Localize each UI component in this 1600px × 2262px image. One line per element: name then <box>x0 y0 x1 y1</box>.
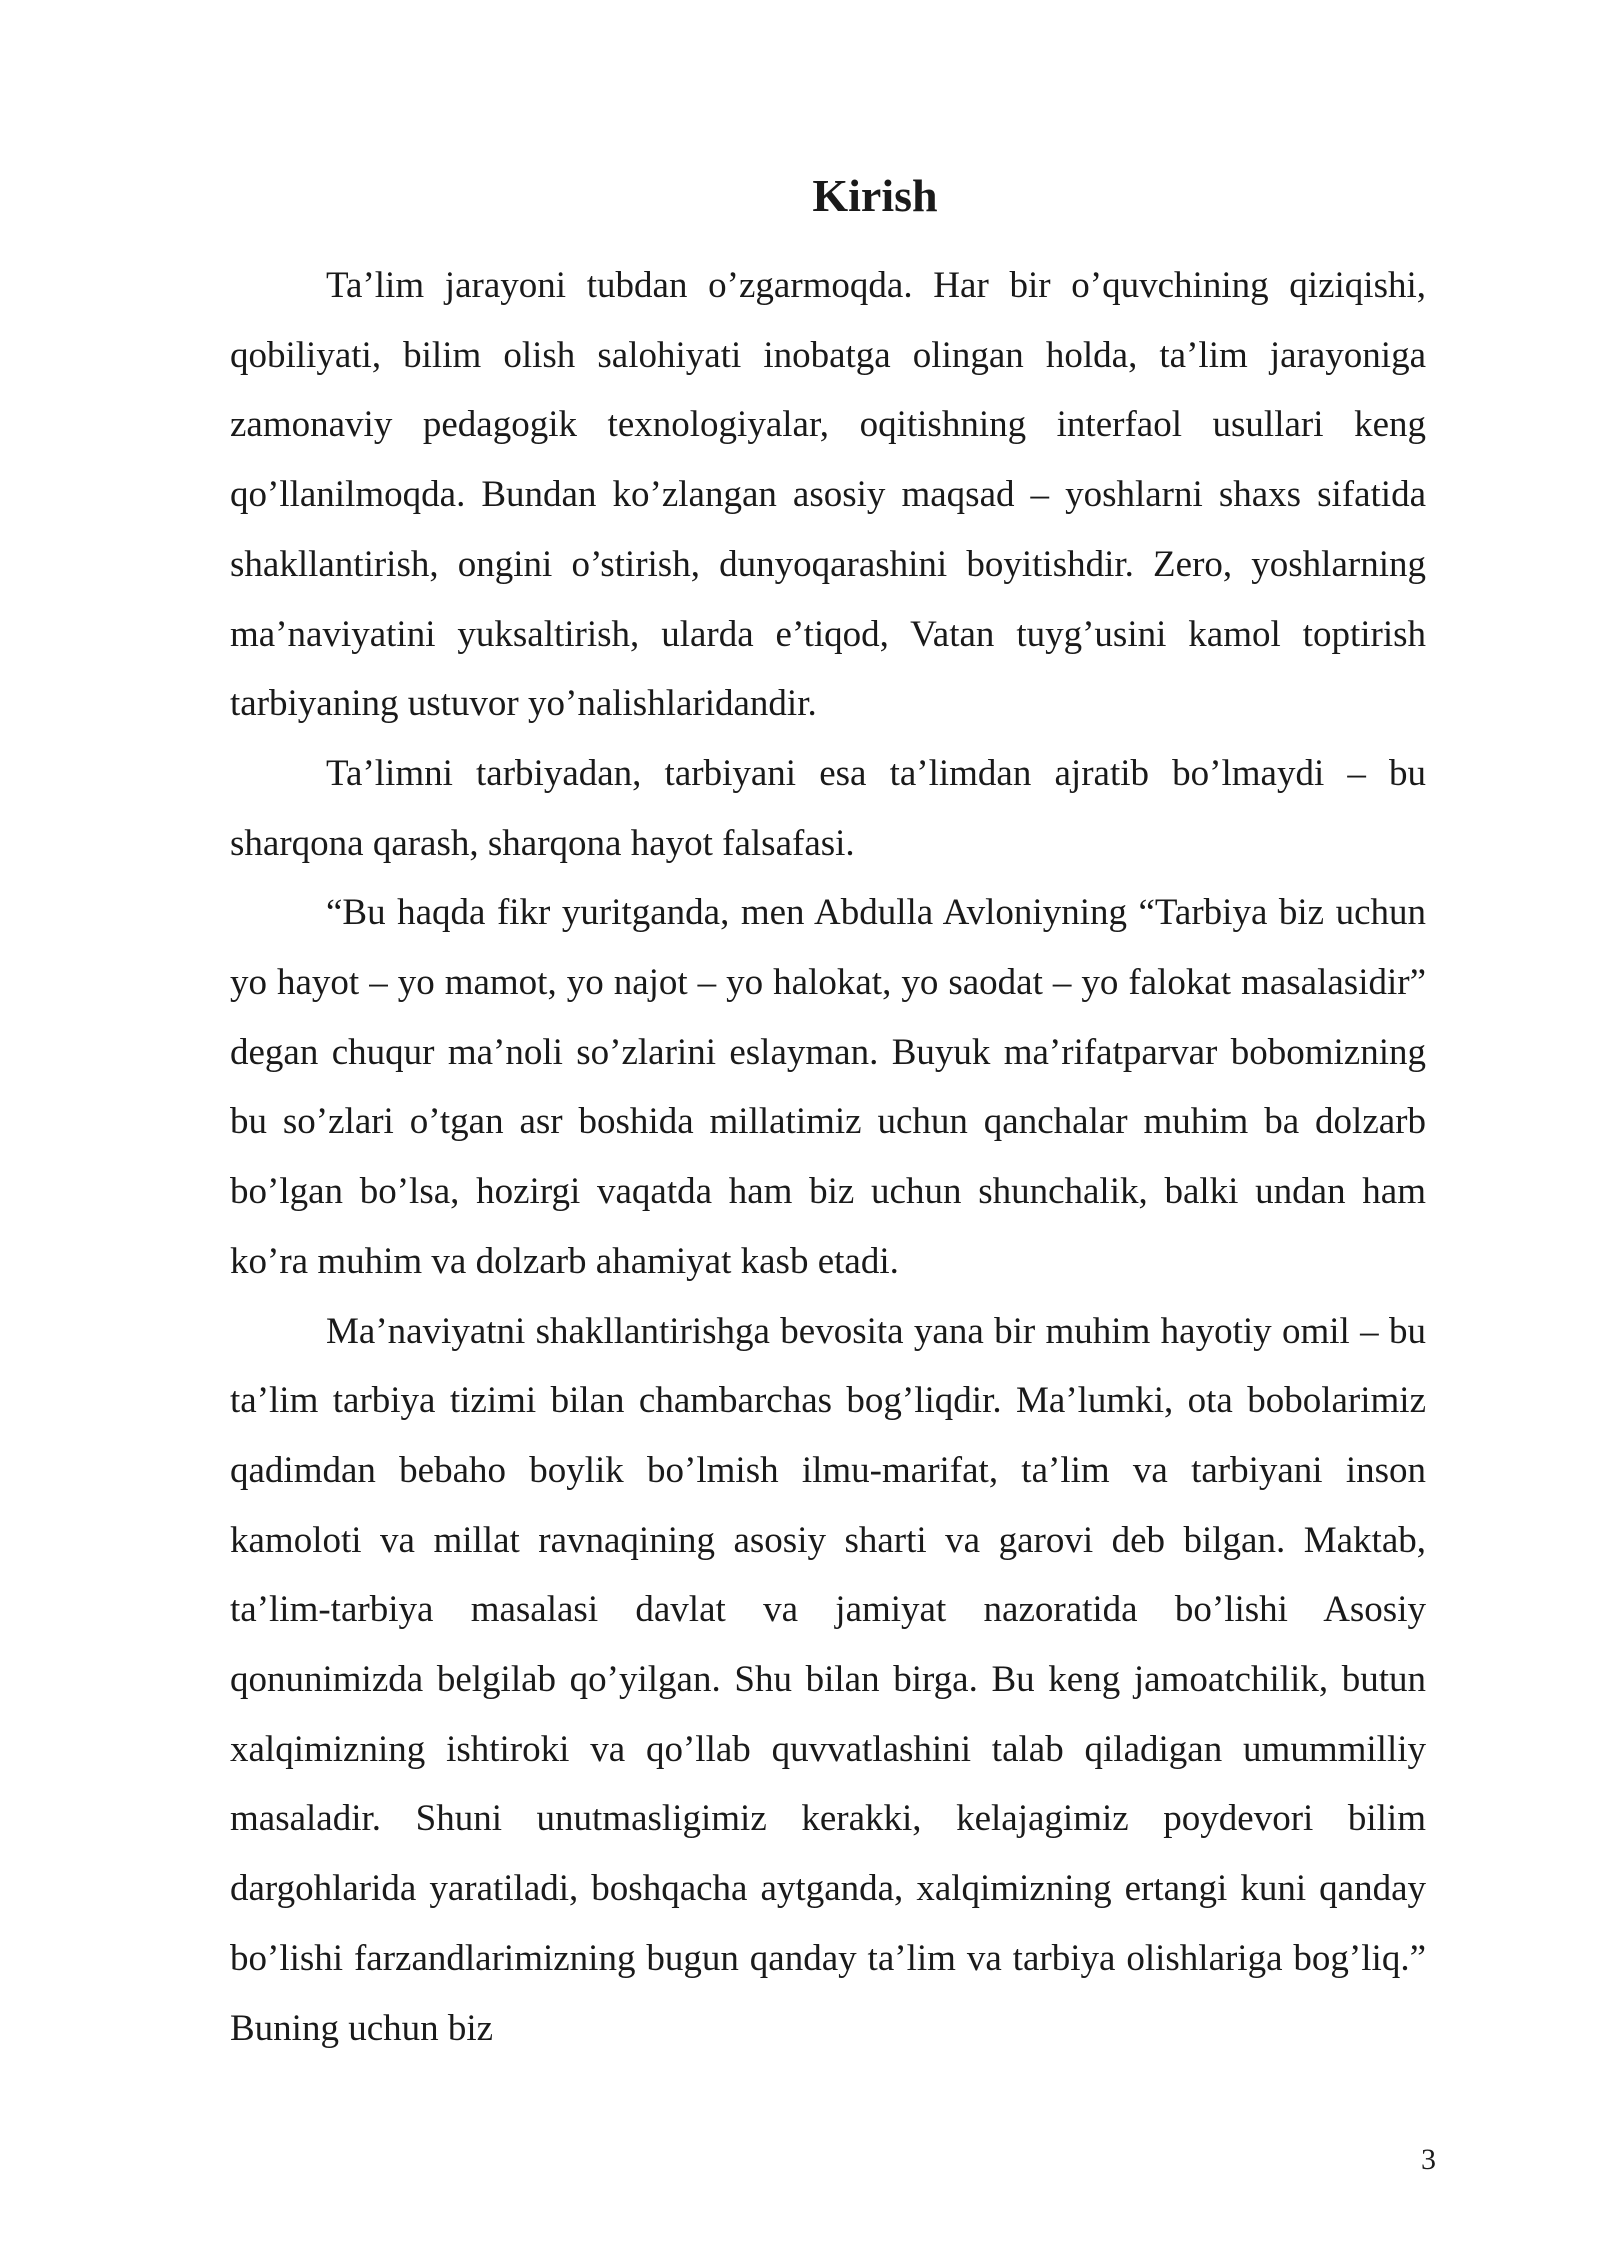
paragraph-4: Ma’naviyatni shakllantirishga bevosita yana bir muhim hayotiy omil – bu ta’lim tarbiya tizimi bilan chambarchas bog’liqdir. Ma’lumki, ota bobolarimiz qadimdan bebaho boylik bo’lmish ilmu-marifat, ta’lim va tarbiyani inson kamoloti va millat ravnaqining asosiy sharti va garovi deb bilgan. Maktab, ta’lim-tarbiya masalasi davlat va jamiyat nazoratida bo’lishi Asosiy qonunimizda belgilab qo’yilgan. Shu bilan birga. Bu keng jamoatchilik, butun xalqimizning ishtiroki va qo’llab quvvatlashini talab qiladigan umummilliy masaladir. Shuni unutmasligimiz kerakki, kelajagimiz poydevori bilim dargohlarida yaratiladi, boshqacha aytganda, xalqimizning ertangi kuni qanday bo’lishi farzandlarimizning bugun qanday ta’lim va tarbiya olishlariga bog’liq.” Buning uchun biz <box>230 1310 1426 2049</box>
body-text <box>230 251 1426 2063</box>
page-title: Kirish <box>812 170 938 221</box>
paragraph-1: Ta’lim jarayoni tubdan o’zgarmoqda. Har bir o’quvchining qiziqishi, qobiliyati, bilim olish salohiyati inobatga olingan holda, ta’lim jarayoniga zamonaviy pedagogik texnologiyalar, oqitishning interfaol usullari keng qo’llanilmoqda. Bundan ko’zlangan asosiy maqsad – yoshlarni shaxs sifatida shakllantirish, ongini o’stirish, dunyoqarashini boyitishdir. Zero, yoshlarning ma’naviyatini yuksaltirish, ularda e’tiqod, Vatan tuyg’usini kamol toptirish tarbiyaning ustuvor yo’nalishlaridandir. <box>230 265 1426 725</box>
paragraph-3: “Bu haqda fikr yuritganda, men Abdulla Avloniyning “Tarbiya biz uchun yo hayot – yo mamot, yo najot – yo halokat, yo saodat – yo falokat masalasidir” degan chuqur ma’noli so’zlarini eslayman. Buyuk ma’rifatparvar bobomizning bu so’zlari o’tgan asr boshida millatimiz uchun qanchalar muhim ba dolzarb bo’lgan bo’lsa, hozirgi vaqatda ham biz uchun shunchalik, balki undan ham ko’ra muhim va dolzarb ahamiyat kasb etadi. <box>230 892 1426 1282</box>
page-number: 3 <box>1421 2143 1436 2176</box>
paragraph-2: Ta’limni tarbiyadan, tarbiyani esa ta’limdan ajratib bo’lmaydi – bu sharqona qarash, sharqona hayot falsafasi. <box>230 752 1426 864</box>
